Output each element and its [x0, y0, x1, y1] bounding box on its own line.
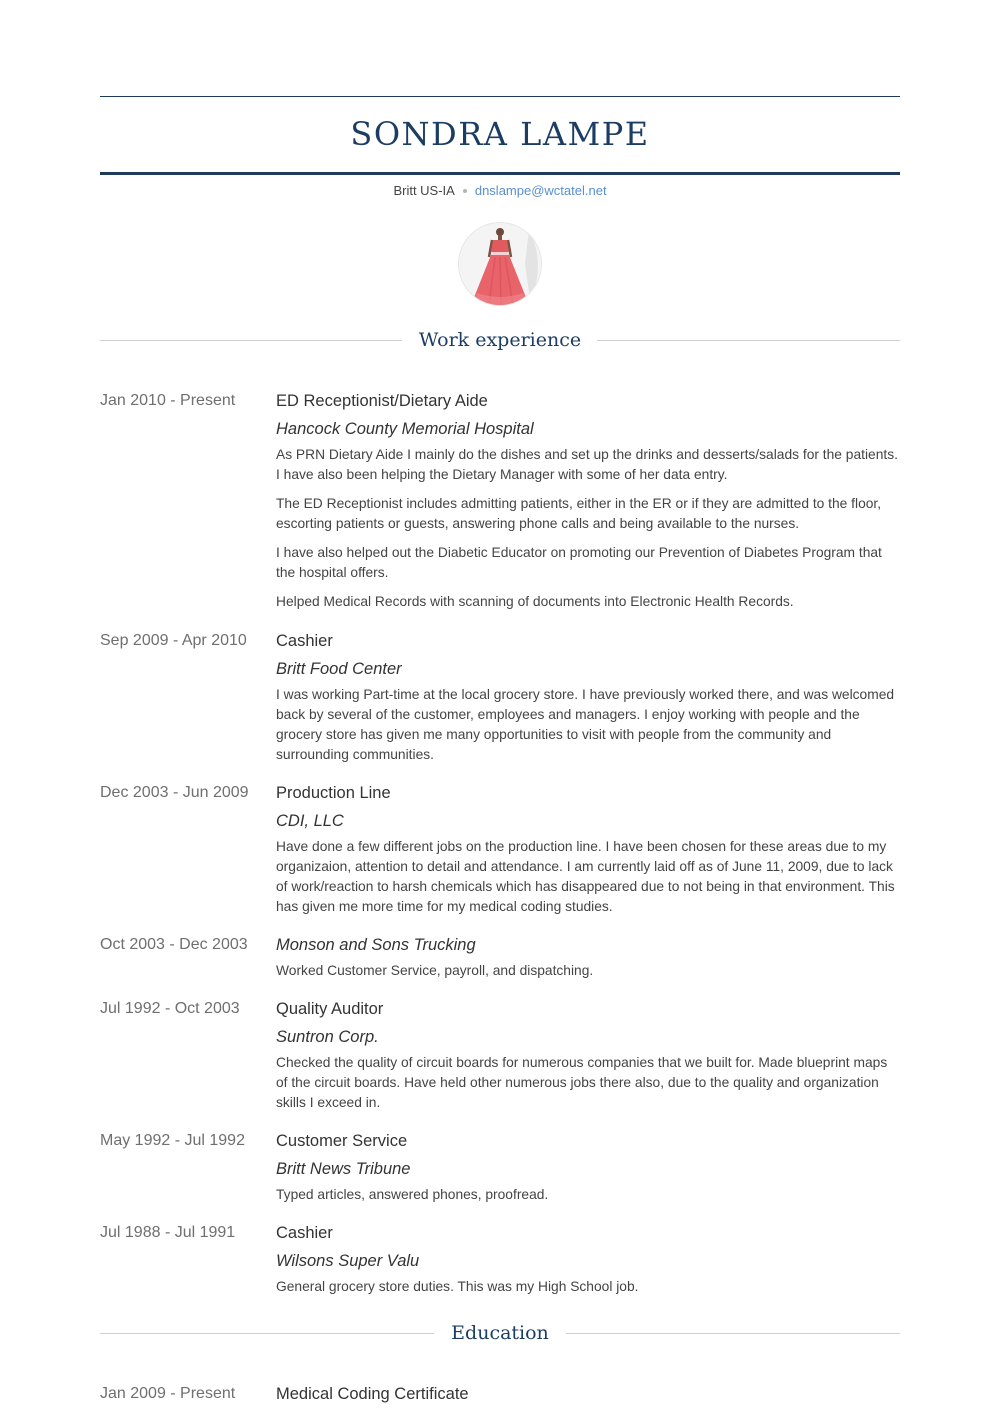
header-name-rule: [100, 172, 900, 175]
separator-dot: [463, 189, 467, 193]
description-paragraph: As PRN Dietary Aide I mainly do the dishes and set up the drinks and desserts/salads for the patients. I have also been helping the Dietary Manager with some of her data entry.: [276, 447, 898, 482]
section-title: Work experience: [407, 329, 593, 351]
candidate-name: SONDRA LAMPE: [350, 115, 650, 153]
description-paragraph: Typed articles, answered phones, proofread.: [276, 1187, 549, 1202]
job-description: [276, 1185, 900, 1205]
company-name: Suntron Corp.: [276, 1028, 379, 1046]
entry-date: Oct 2003 - Dec 2003: [100, 936, 248, 953]
job-title: ED Receptionist/Dietary Aide: [276, 392, 488, 410]
header-top-rule: [100, 96, 900, 97]
contact-line: [100, 182, 900, 200]
entry-date: Jul 1988 - Jul 1991: [100, 1224, 236, 1241]
job-title: Cashier: [276, 632, 333, 650]
company-name: Monson and Sons Trucking: [276, 936, 476, 954]
description-paragraph: Worked Customer Service, payroll, and dispatching.: [276, 963, 594, 978]
company-name: Hancock County Memorial Hospital: [276, 420, 534, 438]
job-description: [276, 961, 900, 981]
email-link[interactable]: dnslampe@wctatel.net: [474, 183, 607, 198]
location-text: Britt US-IA: [393, 183, 455, 198]
description-paragraph: I was working Part-time at the local grocery store. I have previously worked there, and was welcomed back by several of the customer, employees and managers. I enjoy working with people and the grocery store has given me many opportunities to visit with people from the community and surrounding communities.: [276, 687, 895, 762]
company-name: CDI, LLC: [276, 812, 344, 830]
job-title: Customer Service: [276, 1132, 408, 1150]
description-paragraph: The ED Receptionist includes admitting patients, either in the ER or if they are admitted to the floor, escorting patients or guests, answering phone calls and being available to the nurses.: [276, 496, 882, 531]
entry-date: Dec 2003 - Jun 2009: [100, 784, 249, 801]
job-description: [276, 685, 900, 765]
company-name: Wilsons Super Valu: [276, 1252, 420, 1270]
job-description: [276, 1053, 900, 1113]
work-experience-heading: [100, 326, 900, 356]
avatar: [459, 223, 541, 305]
avatar-photo: [459, 223, 541, 305]
entry-date: Sep 2009 - Apr 2010: [100, 632, 247, 649]
entry-date: Jan 2010 - Present: [100, 392, 236, 409]
entry-date: May 1992 - Jul 1992: [100, 1132, 245, 1149]
entry-date: Jul 1992 - Oct 2003: [100, 1000, 240, 1017]
entry-date: Jan 2009 - Present: [100, 1385, 236, 1402]
section-title: Education: [439, 1322, 561, 1344]
description-paragraph: Helped Medical Records with scanning of documents into Electronic Health Records.: [276, 594, 794, 609]
education-heading: [100, 1319, 900, 1349]
company-name: Britt News Tribune: [276, 1160, 411, 1178]
job-title: Cashier: [276, 1224, 333, 1242]
job-description: [276, 445, 900, 612]
job-title: Production Line: [276, 784, 391, 802]
degree-title: Medical Coding Certificate: [276, 1385, 469, 1403]
job-description: [276, 1277, 900, 1297]
job-title: Quality Auditor: [276, 1000, 384, 1018]
description-paragraph: Have done a few different jobs on the production line. I have been chosen for these areas due to my organizaion, attention to detail and attendance. I am currently laid off as of June 11, 2009, due to lack of work/reaction to harsh chemicals which has disappeared due to not being in that environment. This has given me more time for my medical coding studies.: [276, 839, 895, 914]
description-paragraph: General grocery store duties. This was my High School job.: [276, 1279, 639, 1294]
company-name: Britt Food Center: [276, 660, 402, 678]
description-paragraph: I have also helped out the Diabetic Educator on promoting our Prevention of Diabetes Program that the hospital offers.: [276, 545, 882, 580]
job-description: [276, 837, 900, 917]
description-paragraph: Checked the quality of circuit boards for numerous companies that we built for. Made blueprint maps of the circuit boards. Have held other numerous jobs there also, due to the quality and organization skills I exceed in.: [276, 1055, 888, 1110]
